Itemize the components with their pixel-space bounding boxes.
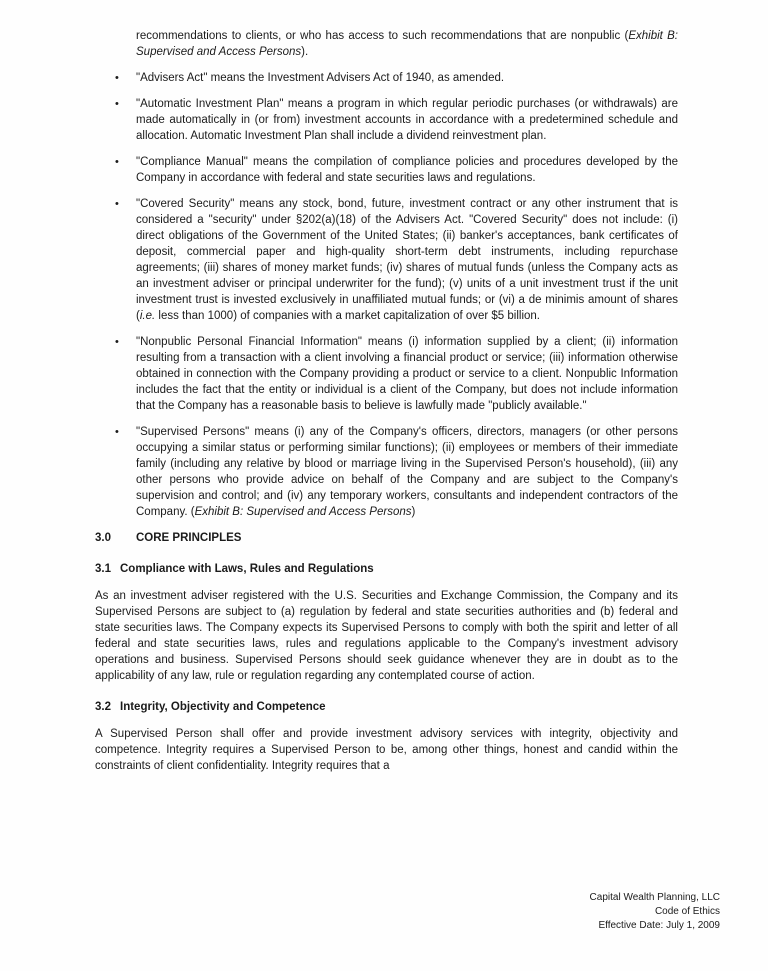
footer-effective-date: Effective Date: July 1, 2009 bbox=[598, 920, 720, 931]
bullet-item-nonpublic-info bbox=[95, 334, 678, 414]
bullet-item-covered-security bbox=[95, 196, 678, 324]
bullet-text: "Compliance Manual" means the compilation of compliance policies and procedures developed by the Company in accordance with federal and state securities laws and regulations. bbox=[136, 156, 678, 184]
section-3-1-paragraph: As an investment adviser registered with the U.S. Securities and Exchange Commission, the Company and its Supervised Persons are subject to (a) regulation by federal and state securities authorities and (b) federal and state securities laws. The Company expects its Supervised Persons to comply with both the spirit and letter of all federal and state securities laws, rules and regulations applicable to the Company's investment advisory operations and business. Supervised Persons should seek guidance whenever they are in doubt as to the applicability of any law, rule or regulation regarding any contemplated course of action. bbox=[95, 590, 678, 682]
exhibit-reference-italic: Exhibit B: Supervised and Access Persons bbox=[194, 506, 412, 518]
bullet-marker: • bbox=[115, 72, 119, 84]
bullet-text: "Advisers Act" means the Investment Advisers Act of 1940, as amended. bbox=[136, 72, 505, 84]
document-body bbox=[95, 28, 678, 786]
section-number: 3.1 bbox=[95, 563, 111, 575]
footer-company: Capital Wealth Planning, LLC bbox=[589, 892, 720, 903]
continuation-paragraph bbox=[136, 28, 678, 60]
section-title: CORE PRINCIPLES bbox=[136, 532, 242, 544]
section-heading-3-0 bbox=[95, 530, 678, 546]
exhibit-reference-italic: Exhibit B: Supervised and Access Persons bbox=[136, 30, 678, 58]
bullet-text: "Automatic Investment Plan" means a program in which regular periodic purchases (or withdrawals) are made automatically in (or from) investment accounts in accordance with a predetermined schedule and allocation. Automatic Investment Plan shall include a dividend reinvestment plan. bbox=[136, 98, 678, 142]
bullet-text-end: less than 1000) of companies with a market capitalization of over $5 billion. bbox=[155, 310, 541, 322]
bullet-text bbox=[136, 424, 678, 520]
bullet-item-automatic-investment-plan bbox=[95, 96, 678, 144]
bullet-text: "Nonpublic Personal Financial Information" means (i) information supplied by a client; (ii) information resulting from a transaction with a client involving a financial product or service; (iii) information otherwise obtained in connection with the Company providing a product or service to a client. Nonpublic Information includes the fact that the entity or individual is a client of the Company, but does not include information that the Company has a reasonable basis to believe is lawfully made "publicly available." bbox=[136, 336, 678, 412]
continuation-text-end: ). bbox=[301, 46, 309, 58]
section-heading-3-2 bbox=[95, 699, 678, 715]
section-heading-3-1 bbox=[95, 561, 678, 577]
continuation-text: recommendations to clients, or who has access to such recommendations that are nonpublic ( bbox=[136, 30, 629, 42]
bullet-text-main: "Supervised Persons" means (i) any of the Company's officers, directors, managers (or other persons occupying a similar status or performing similar functions); (ii) employees or members of their immediate family (including any relative by blood or marriage living in the Supervised Person's household), (iii) any other persons who provide advice on behalf of the Company and are subject to the Company's supervision and control; and (iv) any temporary workers, consultants and independent contractors of the Company. ( bbox=[136, 426, 678, 518]
bullet-text bbox=[136, 196, 678, 324]
bullet-marker: • bbox=[115, 98, 119, 110]
bullet-text-main: "Covered Security" means any stock, bond, future, investment contract or any other instrument that is considered a "security" under §202(a)(18) of the Advisers Act. "Covered Security" does not include: (i) direct obligations of the Government of the United States; (ii) banker's acceptances, bank certificates of deposit, commercial paper and high-quality short-term debt instruments, including repurchase agreements; (iii) shares of money market funds; (iv) shares of mutual funds (unless the Company acts as an investment adviser or principal underwriter for the fund); (v) units of a unit investment trust if the unit investment trust is invested exclusively in unaffiliated mutual funds; or (vi) a de minimis amount of shares ( bbox=[136, 198, 678, 322]
section-title: Compliance with Laws, Rules and Regulations bbox=[120, 563, 374, 575]
section-title: Integrity, Objectivity and Competence bbox=[120, 701, 326, 713]
section-number: 3.2 bbox=[95, 701, 111, 713]
page-footer bbox=[590, 891, 720, 933]
bullet-marker: • bbox=[115, 156, 119, 168]
bullet-item-compliance-manual bbox=[95, 154, 678, 186]
section-3-2-paragraph: A Supervised Person shall offer and provide investment advisory services with integrity, objectivity and competence. Integrity requires a Supervised Person to be, among other things, honest and candid within the constraints of client confidentiality. Integrity requires that a bbox=[95, 728, 678, 772]
section-number: 3.0 bbox=[95, 532, 111, 544]
bullet-item-supervised-persons bbox=[95, 424, 678, 520]
bullet-text-end: ) bbox=[411, 506, 416, 518]
bullet-marker: • bbox=[115, 336, 119, 348]
bullet-marker: • bbox=[115, 426, 119, 438]
footer-doc-title: Code of Ethics bbox=[654, 906, 720, 917]
bullet-item-advisers-act bbox=[95, 70, 678, 86]
bullet-marker: • bbox=[115, 198, 119, 210]
latin-abbrev-italic: i.e. bbox=[139, 310, 156, 322]
